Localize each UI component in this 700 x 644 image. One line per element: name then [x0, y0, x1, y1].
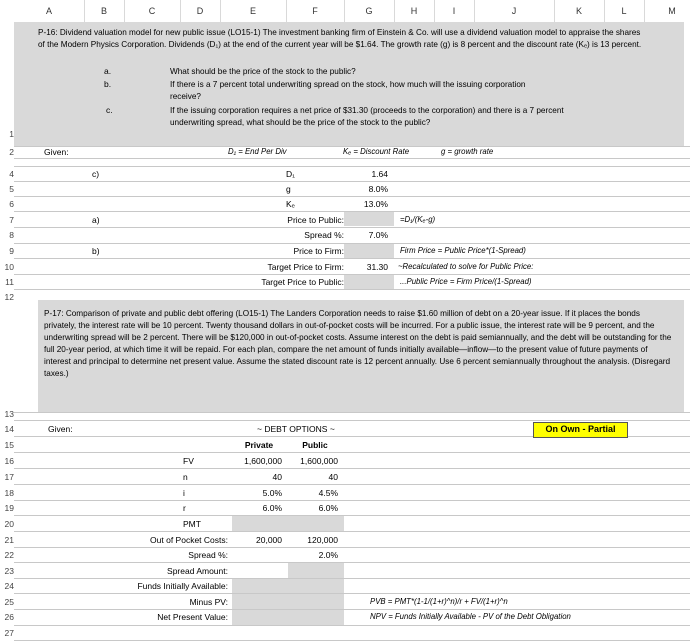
row-header-15[interactable]: 15	[4, 440, 14, 450]
row-line	[14, 158, 690, 159]
row-line	[14, 625, 690, 626]
i-label: i	[183, 488, 185, 498]
price-public-cell[interactable]	[344, 212, 394, 226]
column-header-e[interactable]: E	[220, 0, 287, 22]
given-label: Given:	[44, 147, 69, 157]
row-header-7[interactable]: 7	[9, 215, 14, 225]
ke-header: Kₑ = Discount Rate	[343, 147, 410, 156]
column-header-f[interactable]: F	[286, 0, 345, 22]
row-header-20[interactable]: 20	[4, 519, 14, 529]
row-line	[14, 412, 690, 413]
row-line	[14, 468, 690, 469]
p17-problem-text: P-17: Comparison of private and public debt offering (LO15-1) The Landers Corporation needs to raise $1.60 million of debt on a 20-year issue. If it places the bonds privately, the interest rate will be 10 percent. Twenty thousand dollars in out-of-pocket costs will be incurred. For a public issue, the interest rate will be 9 percent, and the underwriting spread will be 2 percent. There will be $120,000 in out-of-pocket costs. Assume interest on the debt is paid semiannually, and the debt will be outstanding for the full 20-year period, at which time it will be repaid. For each plan, compare the net amount of funds initially available—inflow—to the present value of future payments of interest and principal to determine net present value. Assume the stated discount rate is 12 percent annually. Use 6 percent semiannually throughout the analysis. (Disregard taxes.)	[44, 309, 672, 378]
row-line	[14, 515, 690, 516]
g-value[interactable]: 8.0%	[368, 184, 388, 194]
on-own-partial-badge: On Own - Partial	[533, 422, 628, 438]
npv-cells[interactable]	[232, 610, 344, 625]
column-header-l[interactable]: L	[604, 0, 645, 22]
row-header-22[interactable]: 22	[4, 550, 14, 560]
recalc-note: ~Recalculated to solve for Public Price:	[398, 262, 534, 271]
row-header-16[interactable]: 16	[4, 456, 14, 466]
row-line	[14, 196, 690, 197]
spread-amount-cell[interactable]	[288, 563, 344, 578]
minus-pv-cells[interactable]	[232, 594, 344, 609]
fv-private[interactable]: 1,600,000	[244, 456, 282, 466]
row-header-9[interactable]: 9	[9, 246, 14, 256]
row-header-13[interactable]: 13	[4, 409, 14, 419]
row-line	[14, 166, 690, 167]
row-line	[14, 500, 690, 501]
p16-part-b-label: b.	[104, 79, 112, 89]
row-header-27[interactable]: 27	[4, 628, 14, 638]
row-line	[14, 578, 690, 579]
row-header-26[interactable]: 26	[4, 612, 14, 622]
row-line	[14, 258, 690, 259]
g-header: g = growth rate	[441, 147, 494, 156]
row-line	[14, 289, 690, 290]
i-private[interactable]: 5.0%	[262, 488, 282, 498]
p16-part-a-label: a.	[104, 66, 112, 76]
column-header-m[interactable]: M	[668, 6, 676, 16]
fv-label: FV	[183, 456, 194, 466]
column-header-j[interactable]: J	[474, 0, 555, 22]
row-header-14[interactable]: 14	[4, 424, 14, 434]
row-header-10[interactable]: 10	[4, 262, 14, 272]
p16-filler	[14, 136, 684, 146]
spread-value[interactable]: 7.0%	[368, 230, 388, 240]
column-header-h[interactable]: H	[394, 0, 435, 22]
row-line	[14, 452, 690, 453]
row-header-6[interactable]: 6	[9, 199, 14, 209]
p16-part-c-text: If the issuing corporation requires a net price of $31.30 (proceeds to the corporation) and there is a 7 percent underwriting spread, what should be the price of the stock to the public?	[170, 106, 564, 127]
row-line	[14, 531, 690, 532]
row-header-21[interactable]: 21	[4, 535, 14, 545]
r-private[interactable]: 6.0%	[262, 503, 282, 513]
column-header-b[interactable]: B	[84, 0, 125, 22]
spread-pct-label: Spread %:	[188, 550, 228, 560]
target-public-cell[interactable]	[344, 275, 394, 289]
part-b-marker: b)	[92, 246, 100, 256]
row-header-8[interactable]: 8	[9, 230, 14, 240]
oop-label: Out of Pocket Costs:	[150, 535, 228, 545]
p16-part-c-label: c.	[106, 105, 113, 115]
price-public-formula: =D₁/(Kₑ-g)	[400, 215, 436, 224]
n-label: n	[183, 472, 188, 482]
fv-public[interactable]: 1,600,000	[300, 456, 338, 466]
pmt-cells[interactable]	[232, 516, 344, 531]
spread-pct-public[interactable]: 2.0%	[318, 550, 338, 560]
n-private[interactable]: 40	[272, 472, 282, 482]
column-header-k[interactable]: K	[554, 0, 605, 22]
price-firm-label: Price to Firm:	[293, 246, 344, 256]
npv-label: Net Present Value:	[157, 612, 228, 622]
ke-value[interactable]: 13.0%	[363, 199, 388, 209]
debt-given-label: Given:	[48, 424, 73, 434]
i-public[interactable]: 4.5%	[318, 488, 338, 498]
row-line	[14, 640, 690, 641]
target-firm-label: Target Price to Firm:	[267, 262, 344, 272]
price-public-label: Price to Public:	[287, 215, 344, 225]
row-header-23[interactable]: 23	[4, 566, 14, 576]
row-header-25[interactable]: 25	[4, 597, 14, 607]
funds-available-label: Funds Initially Available:	[137, 581, 228, 591]
row-header-4[interactable]: 4	[9, 169, 14, 179]
column-header-a[interactable]: A	[14, 0, 85, 22]
target-public-label: Target Price to Public:	[261, 277, 344, 287]
n-public[interactable]: 40	[328, 472, 338, 482]
row-line	[14, 609, 690, 610]
row-header-11[interactable]: 11	[5, 277, 14, 287]
column-header-d[interactable]: D	[180, 0, 221, 22]
funds-available-cells[interactable]	[232, 579, 344, 593]
d1-header: D₁ = End Per Div	[228, 147, 287, 156]
g-label: g	[286, 184, 291, 194]
row-header-5[interactable]: 5	[9, 184, 14, 194]
row-header-24[interactable]: 24	[4, 581, 14, 591]
p16-problem-text: P-16: Dividend valuation model for new public issue (LO15-1) The investment banking firm of Einstein & Co. will use a dividend valuation model to appraise the shares of the Modern Physics Corporation. Dividends (D₁) at the end of the current year will be $1.64. The growth rate (g) is 8 percent and the discount rate (Kₑ) is 13 percent.	[38, 28, 642, 49]
row-header-17[interactable]: 17	[4, 472, 14, 482]
part-a-marker: a)	[92, 215, 100, 225]
row-line	[14, 181, 690, 182]
minus-pv-label: Minus PV:	[189, 597, 228, 607]
row-header-19[interactable]: 19	[4, 503, 14, 513]
public-price-formula: ...Public Price = Firm Price/(1-Spread)	[400, 277, 532, 286]
row-header-2[interactable]: 2	[9, 147, 14, 157]
d1-value[interactable]: 1.64	[371, 169, 388, 179]
public-header: Public	[302, 440, 328, 450]
row-header-1[interactable]: 1	[9, 129, 14, 139]
row-line	[14, 547, 690, 548]
part-c-marker: c)	[92, 169, 100, 179]
price-firm-cell[interactable]	[344, 244, 394, 258]
private-header: Private	[244, 440, 274, 450]
column-header-g[interactable]: G	[344, 0, 395, 22]
row-line	[14, 562, 690, 563]
d1-label: D₁	[286, 169, 296, 179]
row-header-18[interactable]: 18	[4, 488, 14, 498]
row-line	[14, 593, 690, 594]
row-line	[14, 484, 690, 485]
spread-label: Spread %:	[304, 230, 344, 240]
target-firm-value[interactable]: 31.30	[366, 262, 388, 272]
pvb-formula: PVB = PMT*(1-1/(1+r)^n)/r + FV/(1+r)^n	[370, 597, 508, 606]
row-line	[14, 420, 690, 421]
debt-options-header: ~ DEBT OPTIONS ~	[257, 424, 335, 434]
pmt-label: PMT	[183, 519, 201, 529]
npv-formula: NPV = Funds Initially Available - PV of the Debt Obligation	[370, 612, 571, 621]
oop-public[interactable]: 120,000	[307, 535, 338, 545]
r-label: r	[183, 503, 186, 513]
r-public[interactable]: 6.0%	[318, 503, 338, 513]
spread-amount-label: Spread Amount:	[167, 566, 228, 576]
column-header-i[interactable]: I	[434, 0, 475, 22]
column-header-c[interactable]: C	[124, 0, 181, 22]
oop-private[interactable]: 20,000	[256, 535, 282, 545]
row-header-12[interactable]: 12	[4, 292, 14, 302]
firm-price-formula: Firm Price = Public Price*(1-Spread)	[400, 246, 526, 255]
p16-part-a-text: What should be the price of the stock to the public?	[170, 67, 356, 76]
column-header-bar	[0, 0, 700, 22]
ke-label: Kₑ	[286, 199, 295, 209]
p16-part-b-text: If there is a 7 percent total underwriting spread on the stock, how much will the issuing corporation receive?	[170, 80, 526, 101]
row-line	[14, 227, 690, 228]
